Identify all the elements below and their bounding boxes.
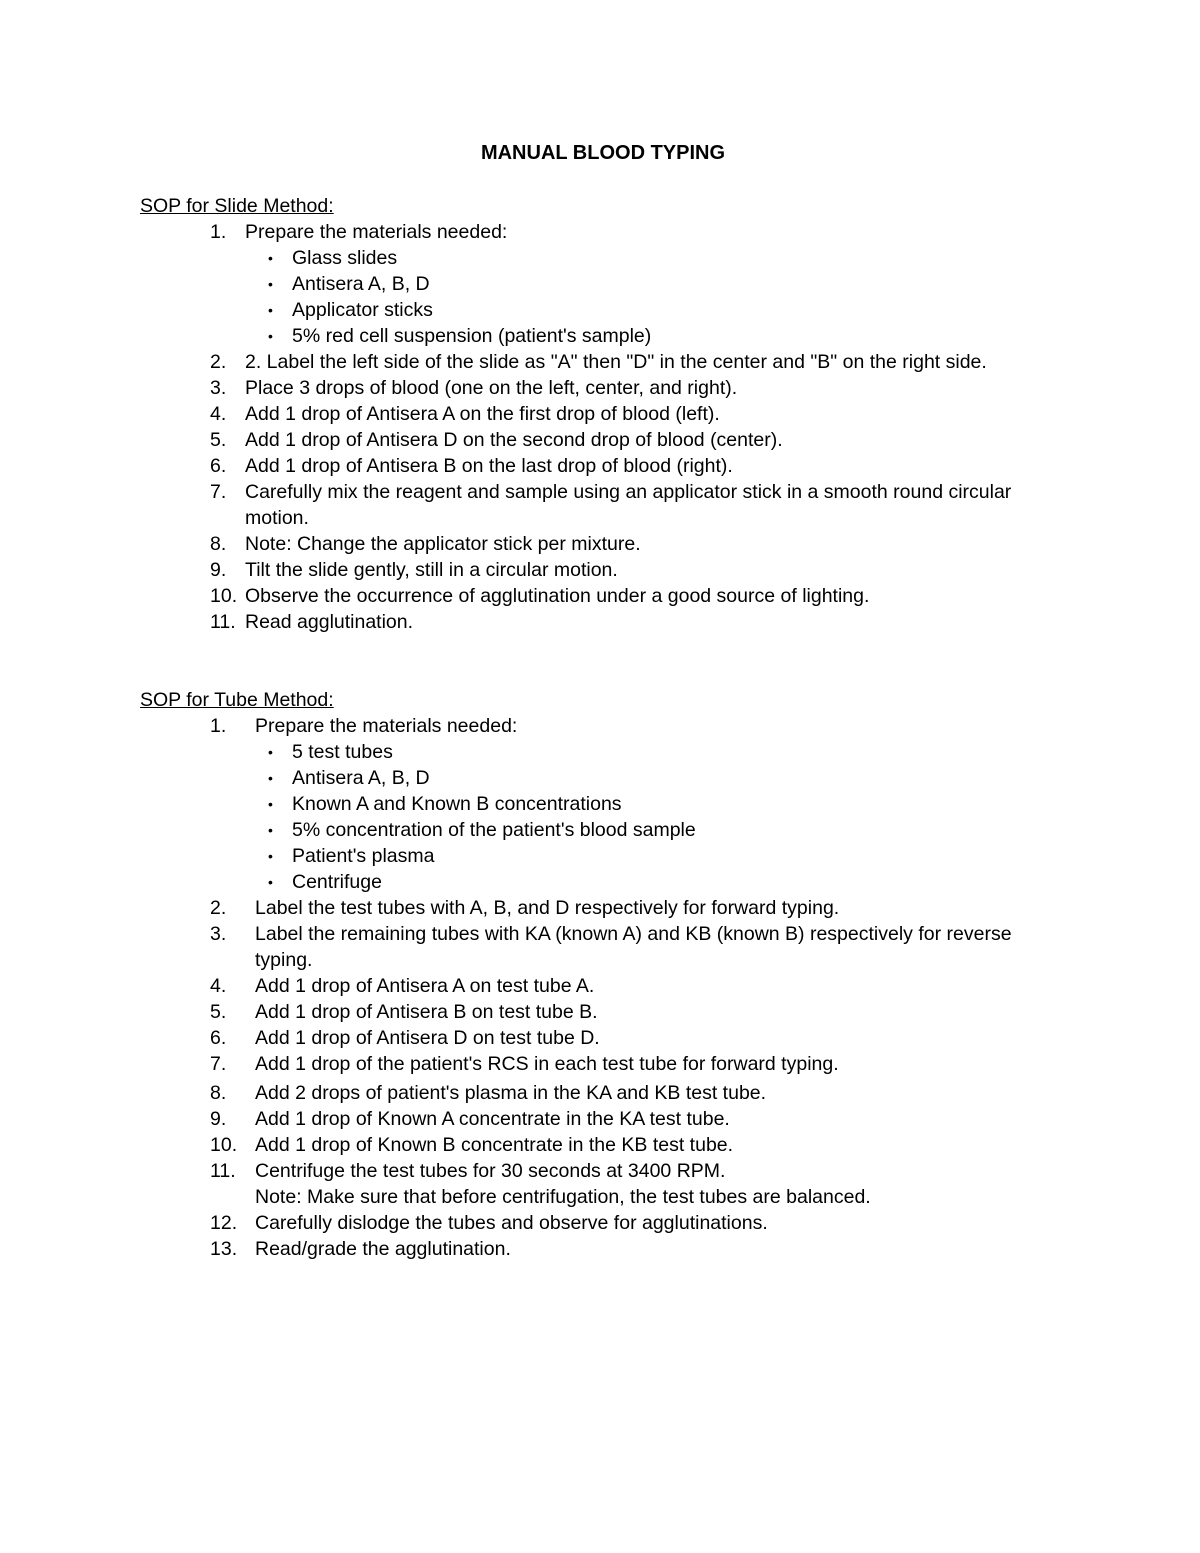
step-number: 10. bbox=[210, 585, 238, 607]
list-item bbox=[140, 557, 1040, 583]
tube-materials-list bbox=[140, 739, 1040, 895]
list-item bbox=[140, 375, 1040, 401]
step-text: Add 1 drop of Antisera D on test tube D. bbox=[255, 1027, 600, 1049]
list-item bbox=[140, 921, 1040, 973]
step-text: Centrifuge the test tubes for 30 seconds at 3400 RPM. bbox=[255, 1160, 726, 1182]
step-text: Tilt the slide gently, still in a circular motion. bbox=[245, 559, 618, 581]
step-number: 13. bbox=[210, 1238, 238, 1260]
list-item bbox=[140, 479, 1040, 531]
step-text: Label the test tubes with A, B, and D respectively for forward typing. bbox=[255, 897, 840, 919]
document-title: MANUAL BLOOD TYPING bbox=[480, 142, 726, 164]
list-item bbox=[140, 323, 1040, 349]
step-number: 1. bbox=[210, 221, 227, 243]
slide-steps-list bbox=[140, 219, 1040, 635]
list-item bbox=[140, 1106, 1040, 1132]
step-text: Add 1 drop of Antisera B on the last drop of blood (right). bbox=[245, 455, 733, 477]
material-text: Patient's plasma bbox=[292, 845, 435, 867]
step-text: Add 1 drop of Antisera B on test tube B. bbox=[255, 1001, 598, 1023]
step-text: Add 1 drop of Antisera D on the second drop of blood (center). bbox=[245, 429, 783, 451]
bullet-icon: • bbox=[268, 302, 273, 318]
list-item bbox=[140, 271, 1040, 297]
step-text: Add 2 drops of patient's plasma in the KA and KB test tube. bbox=[255, 1082, 767, 1104]
material-text: Antisera A, B, D bbox=[292, 273, 430, 295]
step-number: 8. bbox=[210, 1082, 227, 1104]
step-text: Carefully dislodge the tubes and observe for agglutinations. bbox=[255, 1212, 768, 1234]
bullet-icon: • bbox=[268, 874, 273, 890]
step-text: Prepare the materials needed: bbox=[245, 221, 508, 243]
bullet-icon: • bbox=[268, 250, 273, 266]
list-item bbox=[140, 297, 1040, 323]
slide-materials-list bbox=[140, 245, 1040, 349]
step-number: 9. bbox=[210, 559, 227, 581]
step-number: 11. bbox=[210, 611, 236, 633]
material-text: Known A and Known B concentrations bbox=[292, 793, 622, 815]
list-item bbox=[140, 427, 1040, 453]
list-item bbox=[140, 895, 1040, 921]
step-number: 10. bbox=[210, 1134, 238, 1156]
step-number: 8. bbox=[210, 533, 227, 555]
list-item bbox=[140, 713, 1040, 895]
step-number: 6. bbox=[210, 455, 227, 477]
bullet-icon: • bbox=[268, 796, 273, 812]
step-number: 5. bbox=[210, 429, 227, 451]
list-item bbox=[140, 453, 1040, 479]
step-number: 4. bbox=[210, 403, 227, 425]
step-text: Read agglutination. bbox=[245, 611, 414, 633]
material-text: 5% concentration of the patient's blood sample bbox=[292, 819, 696, 841]
centrifuge-note: Note: Make sure that before centrifugation, the test tubes are balanced. bbox=[255, 1186, 871, 1208]
step-text: Add 1 drop of the patient's RCS in each test tube for forward typing. bbox=[255, 1053, 839, 1075]
material-text: 5% red cell suspension (patient's sample) bbox=[292, 325, 652, 347]
list-item bbox=[140, 1051, 1040, 1077]
step-number: 1. bbox=[210, 715, 227, 737]
list-item bbox=[140, 999, 1040, 1025]
step-number: 9. bbox=[210, 1108, 227, 1130]
step-text: Note: Change the applicator stick per mixture. bbox=[245, 533, 641, 555]
step-number: 2. bbox=[210, 351, 227, 373]
step-number: 4. bbox=[210, 975, 227, 997]
bullet-icon: • bbox=[268, 328, 273, 344]
bullet-icon: • bbox=[268, 770, 273, 786]
step-number: 6. bbox=[210, 1027, 227, 1049]
slide-method-section bbox=[140, 193, 1040, 635]
bullet-icon: • bbox=[268, 276, 273, 292]
step-number: 7. bbox=[210, 1053, 227, 1075]
material-text: Centrifuge bbox=[292, 871, 382, 893]
list-item bbox=[140, 869, 1040, 895]
bullet-icon: • bbox=[268, 822, 273, 838]
step-text: Add 1 drop of Known A concentrate in the KA test tube. bbox=[255, 1108, 730, 1130]
tube-method-section bbox=[140, 687, 1040, 1262]
step-number: 2. bbox=[210, 897, 227, 919]
list-item bbox=[140, 245, 1040, 271]
slide-method-heading: SOP for Slide Method: bbox=[140, 195, 334, 217]
step-text: Label the remaining tubes with KA (known A) and KB (known B) respectively for reverse typing. bbox=[255, 923, 1012, 971]
step-text: 2. Label the left side of the slide as "A" then "D" in the center and "B" on the right side. bbox=[245, 351, 987, 373]
step-text: Prepare the materials needed: bbox=[255, 715, 518, 737]
list-item bbox=[140, 1080, 1040, 1106]
list-item bbox=[140, 739, 1040, 765]
step-number: 3. bbox=[210, 377, 227, 399]
list-item bbox=[140, 1236, 1040, 1262]
step-text: Add 1 drop of Antisera A on the first drop of blood (left). bbox=[245, 403, 720, 425]
list-item bbox=[140, 219, 1040, 349]
material-text: 5 test tubes bbox=[292, 741, 393, 763]
list-item bbox=[140, 843, 1040, 869]
step-number: 11. bbox=[210, 1160, 236, 1182]
list-item bbox=[140, 349, 1040, 375]
material-text: Glass slides bbox=[292, 247, 398, 269]
list-item bbox=[140, 1132, 1040, 1158]
list-item bbox=[140, 531, 1040, 557]
step-number: 12. bbox=[210, 1212, 238, 1234]
step-text: Carefully mix the reagent and sample using an applicator stick in a smooth round circular motion. bbox=[245, 481, 1012, 529]
list-item bbox=[140, 765, 1040, 791]
tube-method-heading: SOP for Tube Method: bbox=[140, 689, 334, 711]
step-number: 5. bbox=[210, 1001, 227, 1023]
material-text: Antisera A, B, D bbox=[292, 767, 430, 789]
list-item bbox=[140, 1210, 1040, 1236]
step-number: 3. bbox=[210, 923, 227, 945]
list-item bbox=[140, 791, 1040, 817]
step-text: Place 3 drops of blood (one on the left, center, and right). bbox=[245, 377, 738, 399]
step-number: 7. bbox=[210, 481, 227, 503]
list-item bbox=[140, 583, 1040, 609]
list-item bbox=[140, 1025, 1040, 1051]
list-item bbox=[140, 401, 1040, 427]
list-item bbox=[140, 817, 1040, 843]
step-text: Read/grade the agglutination. bbox=[255, 1238, 511, 1260]
step-text: Observe the occurrence of agglutination under a good source of lighting. bbox=[245, 585, 870, 607]
tube-steps-list bbox=[140, 713, 1040, 1262]
step-text: Add 1 drop of Known B concentrate in the KB test tube. bbox=[255, 1134, 734, 1156]
bullet-icon: • bbox=[268, 848, 273, 864]
material-text: Applicator sticks bbox=[292, 299, 433, 321]
list-item bbox=[140, 609, 1040, 635]
step-text: Add 1 drop of Antisera A on test tube A. bbox=[255, 975, 595, 997]
list-item bbox=[140, 1158, 1040, 1210]
bullet-icon: • bbox=[268, 744, 273, 760]
list-item bbox=[140, 973, 1040, 999]
